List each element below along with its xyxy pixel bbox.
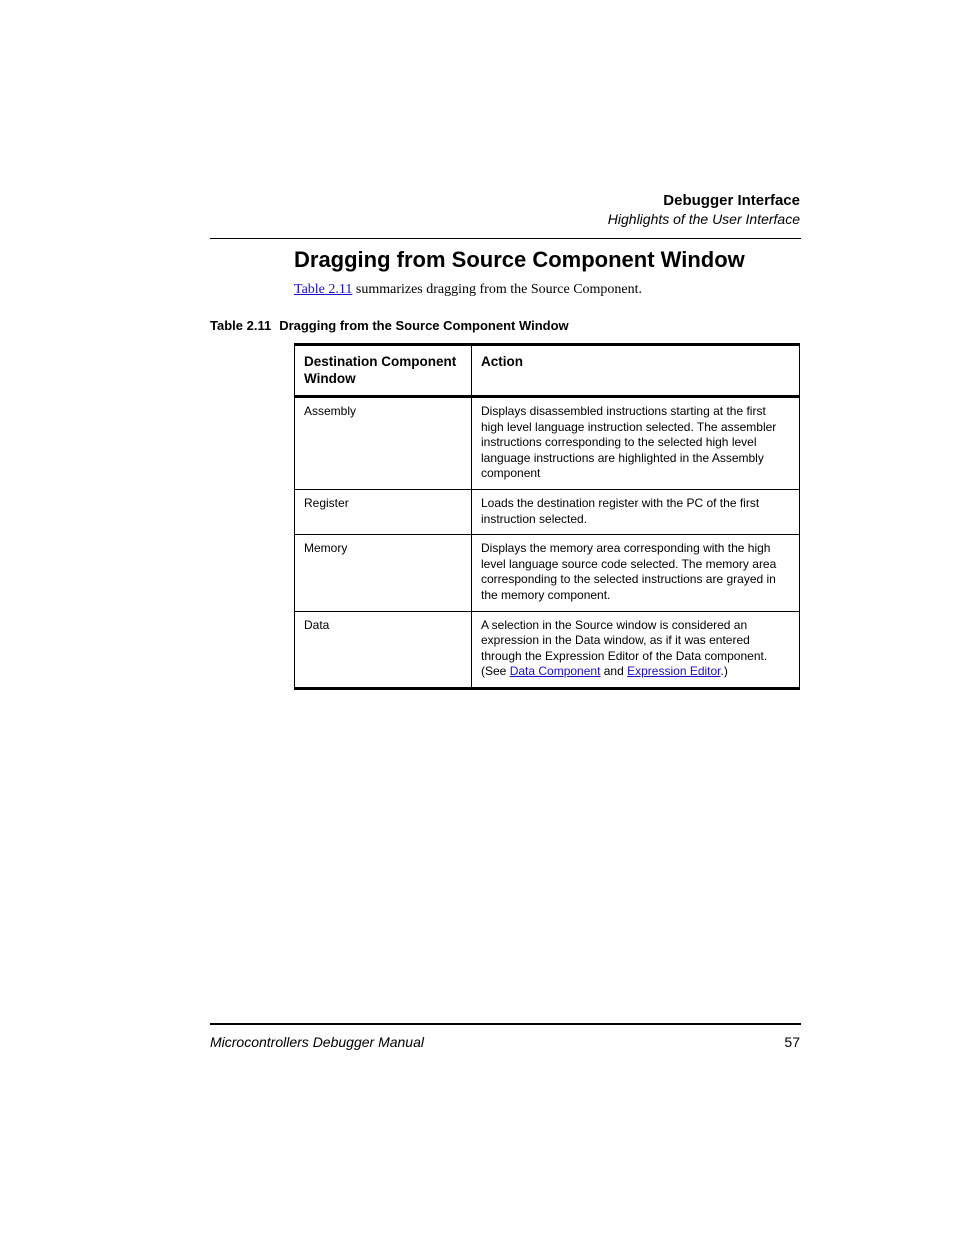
action-cell: Loads the destination register with the PC of the first instruction selected. xyxy=(472,489,800,534)
header-divider xyxy=(210,238,801,239)
column-header-destination: Destination Component Window xyxy=(295,345,472,397)
action-cell xyxy=(472,611,800,688)
action-end-text: .) xyxy=(720,664,728,679)
table-row xyxy=(295,611,800,688)
data-component-link[interactable]: Data Component xyxy=(509,664,601,679)
action-and-text: and xyxy=(600,664,628,679)
page-number: 57 xyxy=(784,1034,800,1050)
table-header-row xyxy=(295,345,800,397)
column-header-action: Action xyxy=(472,345,800,397)
footer-divider xyxy=(210,1023,801,1025)
running-head xyxy=(608,191,800,229)
intro-text: summarizes dragging from the Source Component. xyxy=(352,282,643,297)
table-row xyxy=(295,535,800,611)
destination-cell: Data xyxy=(295,611,472,688)
footer-manual-title: Microcontrollers Debugger Manual xyxy=(210,1034,424,1050)
destination-cell: Register xyxy=(295,489,472,534)
table-caption xyxy=(210,317,569,334)
table-caption-number: Table 2.11 xyxy=(210,318,272,333)
table-reference-link[interactable]: Table 2.11 xyxy=(294,282,353,297)
section-subtitle: Highlights of the User Interface xyxy=(607,211,800,227)
expression-editor-link[interactable]: Expression Editor xyxy=(627,664,721,679)
section-title: Dragging from Source Component Window xyxy=(294,247,745,272)
table-row xyxy=(295,489,800,534)
action-cell: Displays disassembled instructions starting at the first high level language instruction selected. The assembler instructions corresponding to the selected high level language instructions are highlighted in the Assembly component xyxy=(472,397,800,490)
table-row xyxy=(295,397,800,490)
drag-actions-table xyxy=(294,343,800,690)
action-cell: Displays the memory area corresponding with the high level language source code selected. The memory area corresponding to the selected instructions are grayed in the memory component. xyxy=(472,535,800,611)
action-text: A selection in the Source window is considered an expression in the Data window, as if it was entered through the Expression Editor of the Data component. (See xyxy=(481,617,768,679)
destination-cell: Memory xyxy=(295,535,472,611)
destination-cell: Assembly xyxy=(295,397,472,490)
chapter-title: Debugger Interface xyxy=(663,192,800,209)
intro-paragraph xyxy=(294,281,642,299)
table-caption-title: Dragging from the Source Component Window xyxy=(279,318,569,333)
